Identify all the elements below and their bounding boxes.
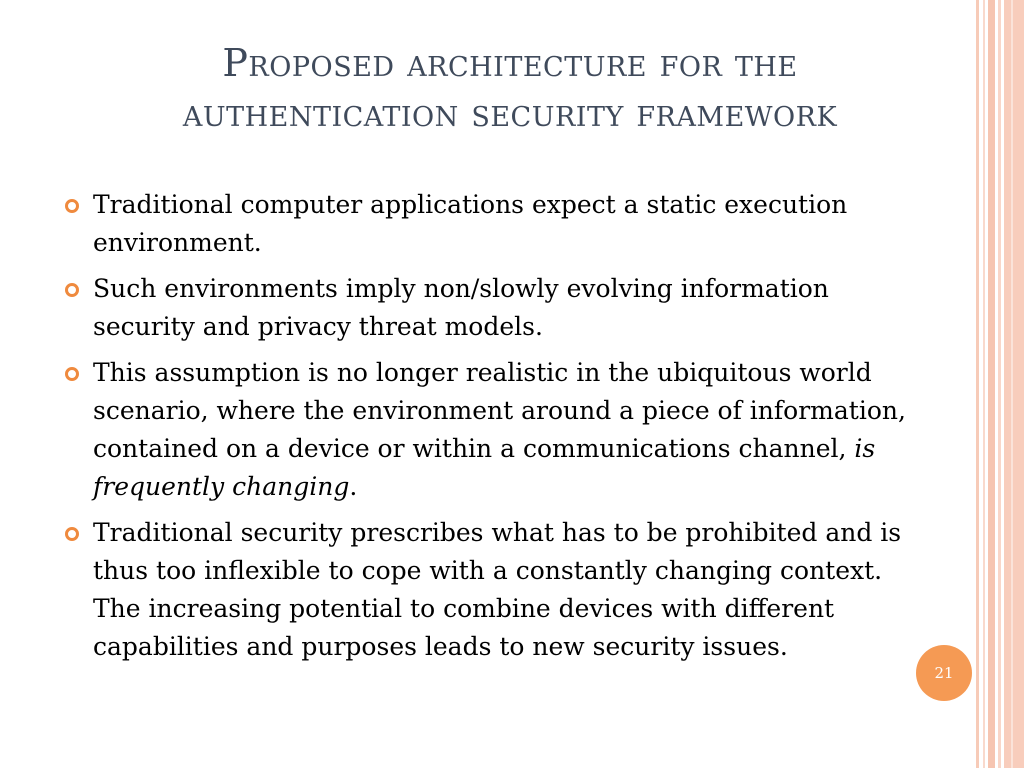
decorative-stripe [1004, 0, 1024, 768]
page-number-badge: 21 [916, 645, 972, 701]
bullet-circle-icon [65, 283, 79, 297]
bullet-text-tail: . [349, 472, 358, 501]
decorative-stripe [998, 0, 1001, 768]
bullet-item [62, 186, 932, 262]
bullet-text: Such environments imply non/slowly evolving information security and privacy threat models. [93, 274, 829, 341]
bullet-emphasis: is frequently changing [93, 434, 876, 501]
slide-title-line-2: authentication security framework [182, 91, 838, 135]
bullet-text: This assumption is no longer realistic in the ubiquitous world scenario, where the environment around a piece of information, contained on a device or within a communications channel, [93, 358, 906, 463]
bullet-text: Traditional computer applications expect a static execution environment. [93, 190, 848, 257]
bullet-list [62, 186, 932, 674]
decorative-stripe [976, 0, 979, 768]
bullet-item [62, 270, 932, 346]
decorative-stripe [988, 0, 995, 768]
bullet-circle-icon [65, 199, 79, 213]
slide-title-line-1: Proposed architecture for the [222, 41, 798, 85]
bullet-circle-icon [65, 367, 79, 381]
bullet-text: Traditional security prescribes what has to be prohibited and is thus too inflexible to cope with a constantly changing context. The increasing potential to combine devices with different capabilities and purposes leads to new security issues. [93, 518, 902, 661]
slide-title [60, 38, 960, 138]
decorative-stripe [1011, 0, 1013, 768]
bullet-circle-icon [65, 527, 79, 541]
bullet-item [62, 354, 932, 506]
decorative-stripe [983, 0, 985, 768]
bullet-item [62, 514, 932, 666]
